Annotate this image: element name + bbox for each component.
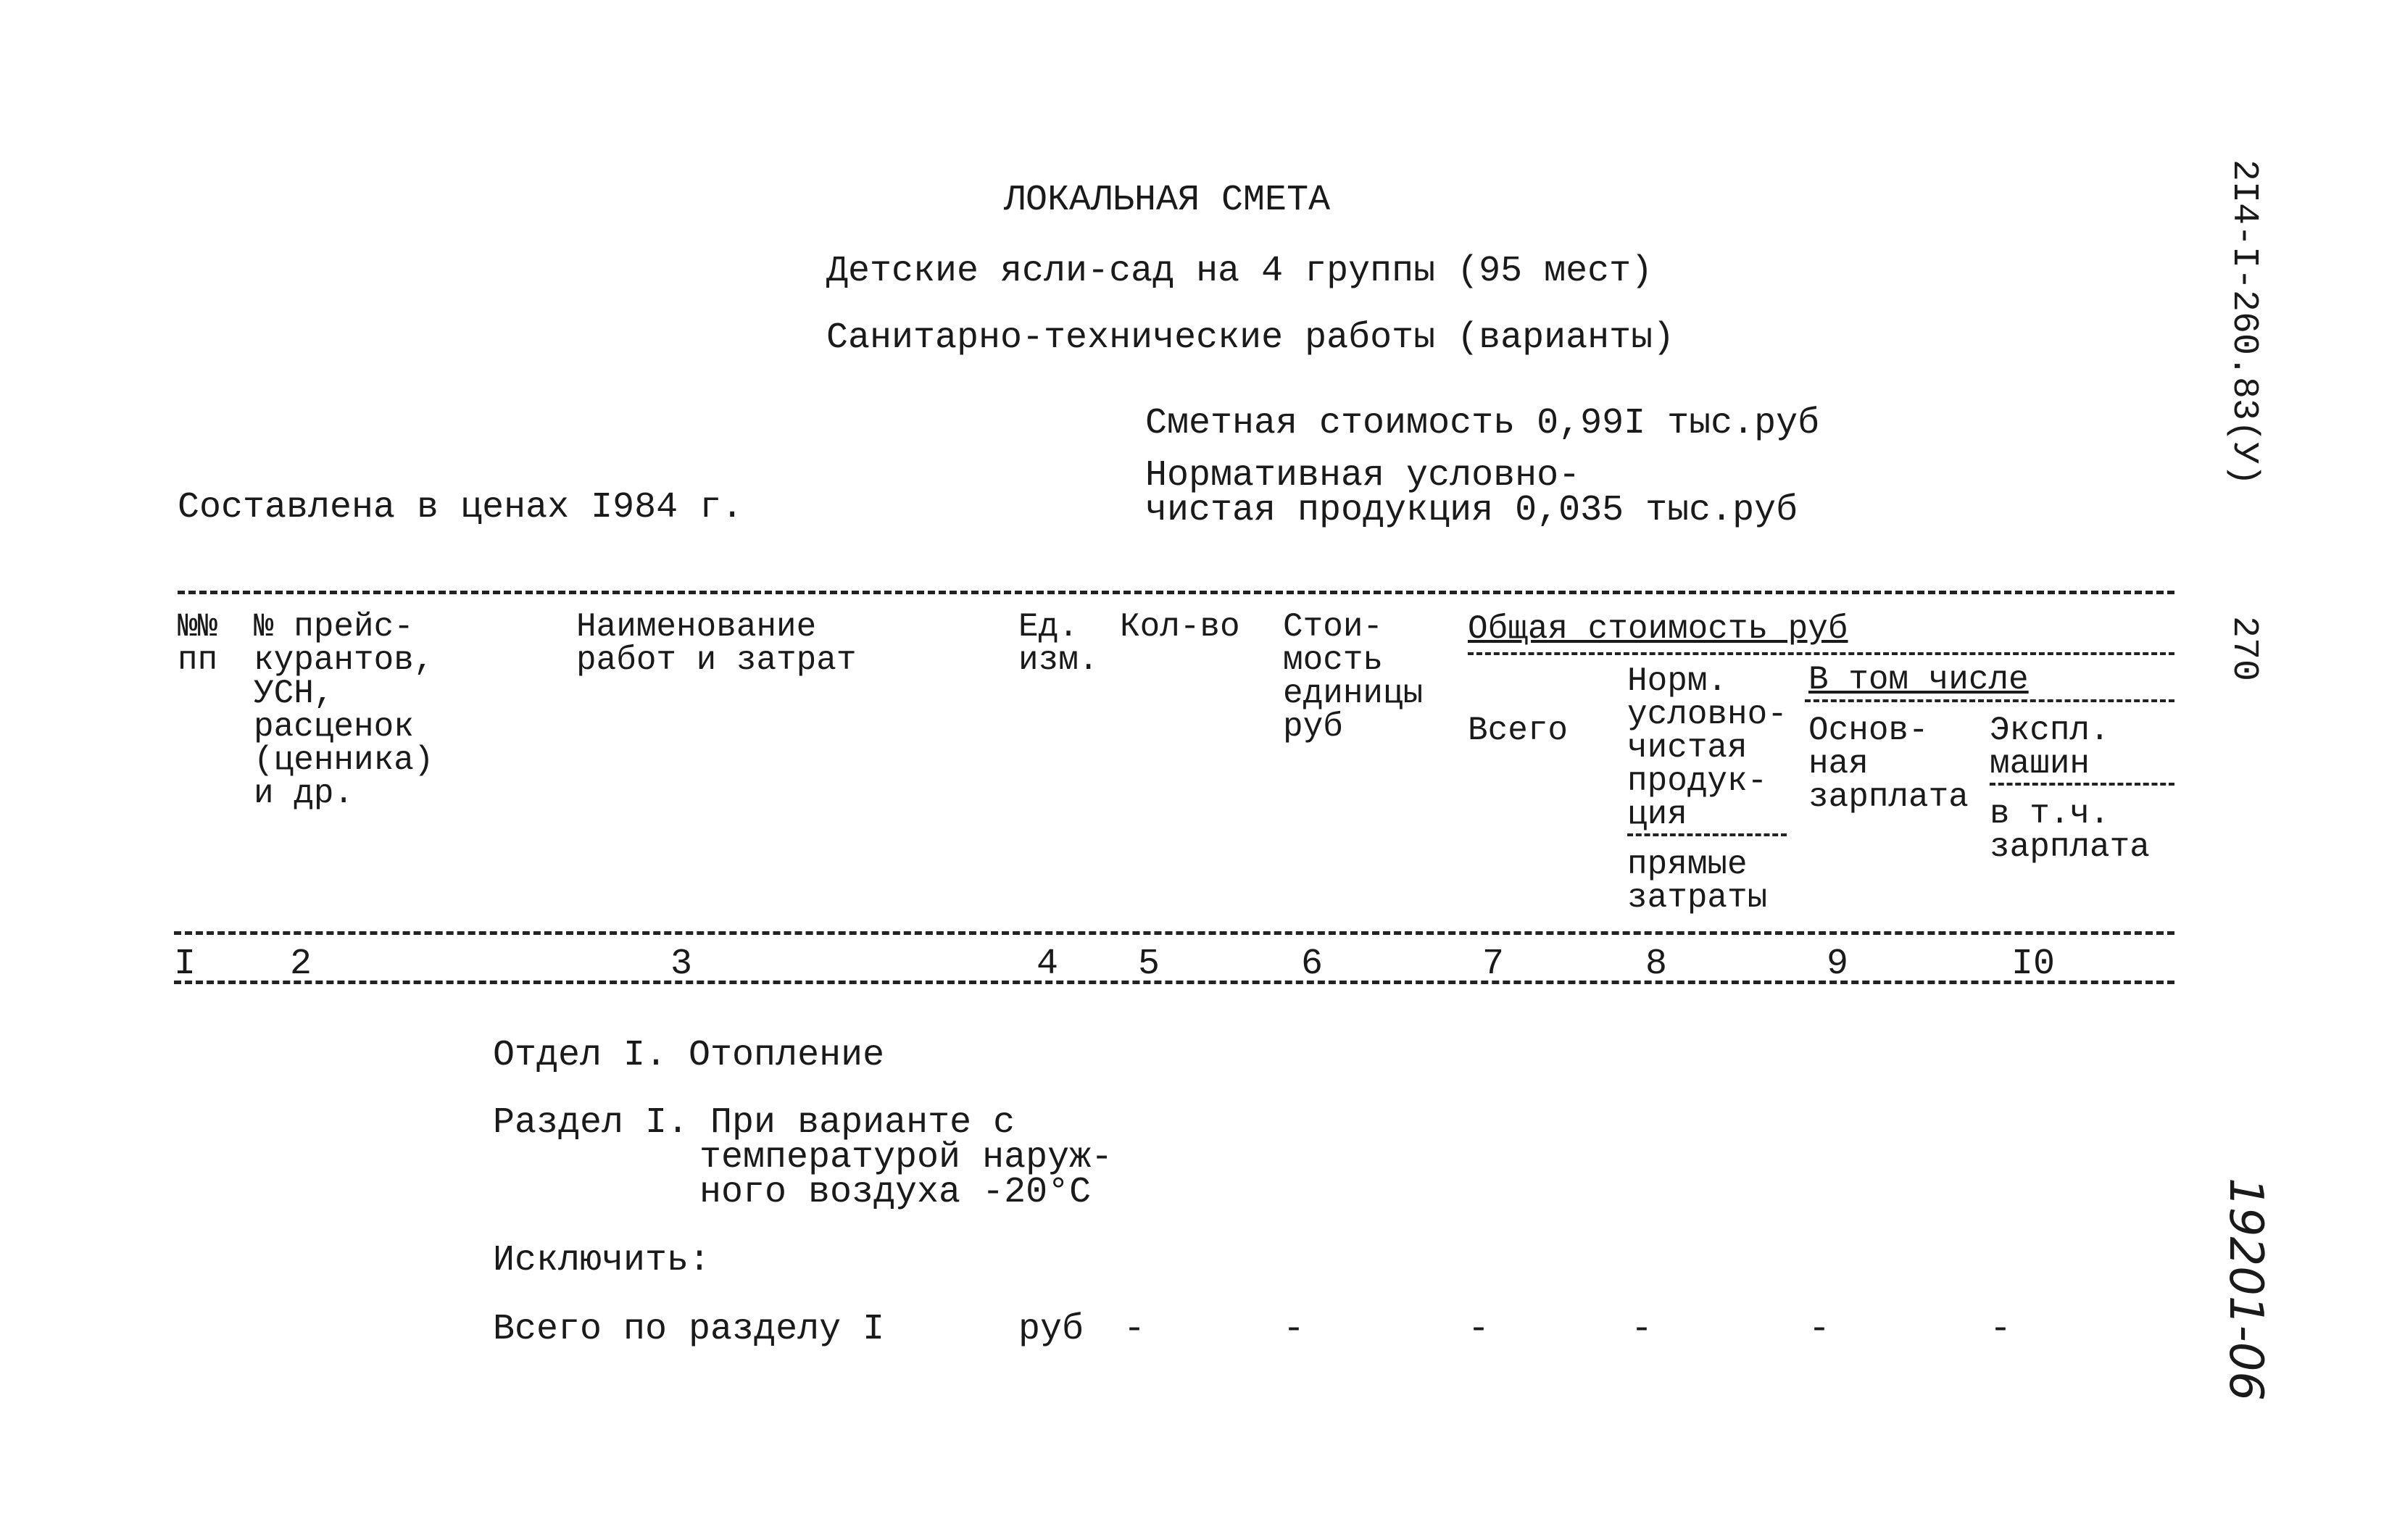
col10-split-rule	[1990, 783, 2174, 786]
col-number: 5	[1138, 944, 1160, 985]
section-total-unit: руб	[1018, 1309, 1084, 1350]
col-number: 4	[1037, 944, 1059, 985]
part-heading-line-2: температурой наруж-	[699, 1137, 1113, 1178]
col-number: 7	[1482, 944, 1505, 985]
estimated-cost: Сметная стоимость 0,99I тыс.руб	[1145, 403, 1820, 444]
col-header-machines-salary: в т.ч. зарплата	[1990, 795, 2150, 866]
col-header-total-group: Общая стоимость руб	[1468, 610, 1848, 648]
col-number: 6	[1301, 944, 1324, 985]
col-header-normative: Норм. условно- чистая продук- ция	[1627, 662, 1787, 833]
col-header-total: Всего	[1468, 712, 1569, 749]
page-number: 270	[2223, 616, 2264, 682]
col-number: 8	[1645, 944, 1668, 985]
exclude-label: Исключить:	[493, 1240, 711, 1281]
col-header-including: В том числе	[1808, 661, 2029, 699]
works-name: Санитарно-технические работы (варианты)	[826, 317, 1675, 359]
col-header-pricelist: № прейс- курантов, УСН, расценок (ценника) и др.	[254, 608, 434, 812]
section-total-label: Всего по разделу I	[493, 1309, 885, 1350]
col-number: 3	[670, 944, 693, 985]
document-code: 2I4-I-260.83(У)	[2223, 159, 2264, 486]
col-number: I	[174, 944, 196, 985]
col-number: 9	[1827, 944, 1849, 985]
col-header-no: №№ пп	[178, 608, 218, 679]
normative-line-1: Нормативная условно-	[1145, 455, 1581, 496]
col8-split-rule	[1627, 833, 1787, 836]
part-heading-line-3: ного воздуха -20°С	[699, 1172, 1092, 1213]
total-value: -	[1631, 1309, 1653, 1350]
part-heading-line-1: Раздел I. При варианте с	[493, 1102, 1015, 1144]
handwritten-number: 19201-06	[2219, 1178, 2272, 1402]
normative-line-2: чистая продукция 0,035 тыс.руб	[1145, 490, 1798, 531]
total-value: -	[1283, 1309, 1305, 1350]
table-header-bottom-rule	[174, 931, 2174, 935]
prices-year: Составлена в ценах I984 г.	[178, 487, 744, 528]
col-header-unit: Ед. изм.	[1018, 608, 1099, 679]
total-value: -	[1123, 1309, 1146, 1350]
column-numbers-rule	[174, 981, 2174, 984]
col-header-unit-cost: Стои- мость единицы руб	[1283, 608, 1424, 746]
total-value: -	[1468, 1309, 1490, 1350]
total-value: -	[1990, 1309, 2012, 1350]
col-header-direct-costs: прямые затраты	[1627, 846, 1768, 917]
subgroup-header-rule	[1805, 699, 2174, 702]
col-header-machines: Экспл. машин	[1990, 712, 2110, 783]
document-title: ЛОКАЛЬНАЯ СМЕТА	[1004, 180, 1331, 221]
col-header-name: Наименование работ и затрат	[576, 608, 857, 679]
col-number: 2	[290, 944, 312, 985]
col-header-quantity: Кол-во	[1120, 608, 1240, 646]
group-header-rule	[1468, 652, 2174, 655]
object-name: Детские ясли-сад на 4 группы (95 мест)	[826, 251, 1653, 292]
col-header-salary: Основ- ная зарплата	[1808, 712, 1969, 816]
table-top-rule	[178, 591, 2174, 594]
col-number: I0	[2011, 944, 2056, 985]
section-heading: Отдел I. Отопление	[493, 1035, 885, 1076]
total-value: -	[1808, 1309, 1831, 1350]
